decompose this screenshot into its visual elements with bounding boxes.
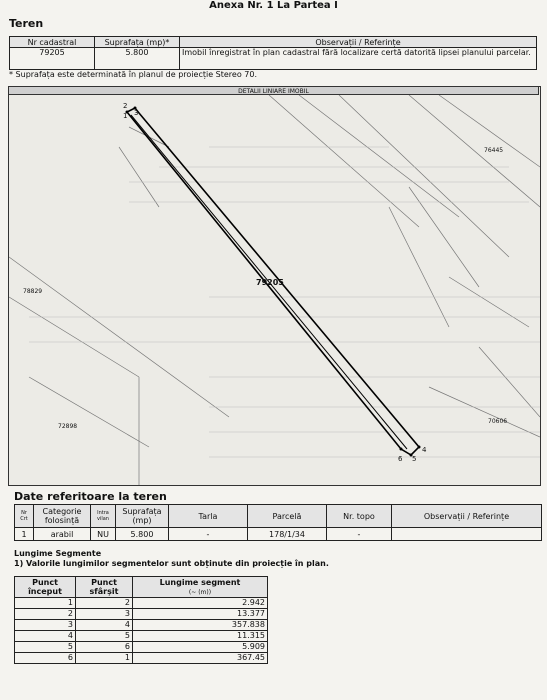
col-suprafata: Suprafața (mp)*	[95, 37, 180, 48]
seg-start: 2	[15, 609, 76, 620]
document-title: Anexa Nr. 1 La Partea I	[209, 0, 338, 11]
col-nr-crt: Nr Crt	[15, 505, 34, 528]
cell-categorie: arabil	[34, 528, 91, 541]
point-label-1: 1	[123, 112, 128, 120]
parcel-label-main: 79205	[256, 278, 284, 287]
seg-length: 5.909	[133, 642, 268, 653]
parcel-label-w: 78829	[23, 288, 43, 295]
point-label-5: 5	[412, 455, 417, 463]
seg-length: 367.45	[133, 653, 268, 664]
seg-length: 2.942	[133, 598, 268, 609]
cell-nr-topo: -	[327, 528, 392, 541]
seg-start: 6	[15, 653, 76, 664]
date-ref-title: Date referitoare la teren	[14, 490, 167, 503]
seg-end: 2	[76, 598, 133, 609]
point-label-2: 2	[123, 102, 128, 110]
col-nr-cadastral: Nr cadastral	[10, 37, 95, 48]
col-intravilan: Intra vilan	[91, 505, 116, 528]
seg-start: 5	[15, 642, 76, 653]
seg-length: 11.315	[133, 631, 268, 642]
seg-start: 1	[15, 598, 76, 609]
seg-start: 3	[15, 620, 76, 631]
table-row	[15, 609, 268, 620]
teren-section-title: Teren	[9, 17, 44, 30]
cell-nr-crt: 1	[15, 528, 34, 541]
col-punct-inceput: Punct început	[15, 577, 76, 598]
parcel-label-ne: 76445	[484, 147, 504, 154]
cell-tarla: -	[169, 528, 248, 541]
date-ref-table	[14, 504, 542, 541]
parcel-label-e: 70606	[488, 418, 508, 425]
projection-note: * Suprafața este determinată în planul de proiecție Stereo 70.	[9, 70, 258, 79]
table-row	[15, 598, 268, 609]
col-observatii-ref: Observații / Referințe	[392, 505, 542, 528]
col-categorie: Categorie folosință	[34, 505, 91, 528]
seg-end: 1	[76, 653, 133, 664]
teren-table	[9, 36, 537, 70]
col-suprafata-ref: Suprafața (mp)	[116, 505, 169, 528]
cell-nr-cadastral: 79205	[10, 48, 95, 70]
seg-end: 3	[76, 609, 133, 620]
col-nr-topo: Nr. topo	[327, 505, 392, 528]
table-row	[15, 528, 542, 541]
seg-end: 4	[76, 620, 133, 631]
seg-length: 357.838	[133, 620, 268, 631]
lungime-subtitle: 1) Valorile lungimilor segmentelor sunt obținute din proiecție în plan.	[14, 559, 329, 568]
segments-table	[14, 576, 268, 664]
cell-observatii-ref	[392, 528, 542, 541]
col-lungime-label: Lungime segment	[159, 577, 241, 587]
col-observatii: Observații / Referințe	[180, 37, 537, 48]
plan-header: DETALII LINIARE IMOBIL	[8, 86, 539, 95]
seg-end: 6	[76, 642, 133, 653]
cell-parcela: 178/1/34	[248, 528, 327, 541]
parcel-label-sw: 72898	[58, 423, 78, 430]
cell-intravilan: NU	[91, 528, 116, 541]
col-parcela: Parcelă	[248, 505, 327, 528]
table-row	[15, 653, 268, 664]
cell-suprafata-ref: 5.800	[116, 528, 169, 541]
table-row	[15, 642, 268, 653]
col-lungime-unit: (~ (m))	[188, 588, 212, 596]
seg-length: 13.377	[133, 609, 268, 620]
seg-start: 4	[15, 631, 76, 642]
col-lungime	[133, 577, 268, 598]
lungime-title: Lungime Segmente	[14, 549, 102, 558]
point-label-4: 4	[422, 446, 427, 454]
table-row	[15, 620, 268, 631]
point-label-3: 3	[134, 109, 139, 117]
cell-observatii: Imobil înregistrat în plan cadastral fără localizare certă datorită lipsei planului parcelar.	[180, 48, 537, 70]
seg-end: 5	[76, 631, 133, 642]
point-label-6: 6	[398, 455, 403, 463]
col-tarla: Tarla	[169, 505, 248, 528]
cell-suprafata: 5.800	[95, 48, 180, 70]
table-row	[15, 631, 268, 642]
col-punct-sfarsit: Punct sfârșit	[76, 577, 133, 598]
